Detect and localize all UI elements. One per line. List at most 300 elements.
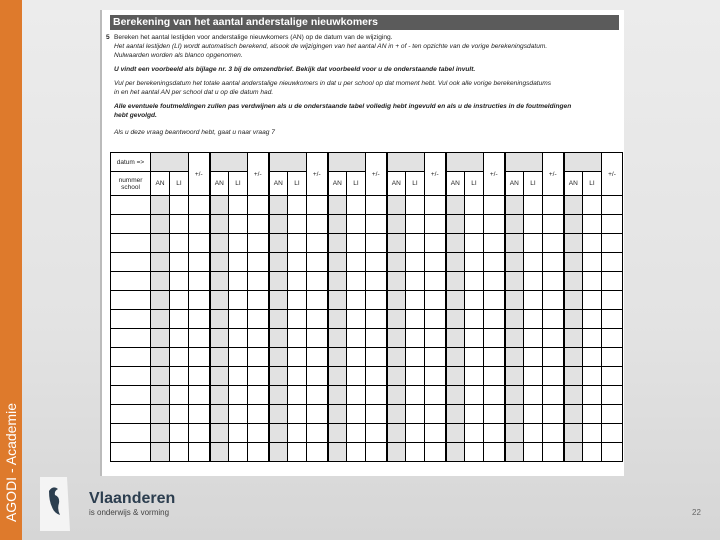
- diff-value: [425, 272, 446, 291]
- an-input[interactable]: [151, 386, 170, 405]
- an-input[interactable]: [269, 234, 288, 253]
- li-value: [465, 215, 484, 234]
- an-input[interactable]: [210, 443, 229, 462]
- li-value: [288, 215, 307, 234]
- diff-value: [248, 215, 269, 234]
- diff-value: [248, 196, 269, 215]
- an-header: AN: [564, 172, 583, 196]
- table-row: [111, 424, 623, 443]
- an-input[interactable]: [446, 272, 465, 291]
- li-value: [288, 367, 307, 386]
- li-value: [583, 424, 602, 443]
- li-value: [347, 329, 366, 348]
- li-value: [406, 253, 425, 272]
- an-input[interactable]: [446, 386, 465, 405]
- an-input[interactable]: [210, 367, 229, 386]
- an-input[interactable]: [151, 405, 170, 424]
- an-input[interactable]: [564, 443, 583, 462]
- diff-header: +/-: [307, 153, 328, 196]
- diff-value: [425, 196, 446, 215]
- school-number-input[interactable]: [111, 196, 151, 215]
- an-input[interactable]: [210, 329, 229, 348]
- li-value: [170, 329, 189, 348]
- an-input[interactable]: [387, 348, 406, 367]
- diff-value: [189, 386, 210, 405]
- diff-value: [484, 329, 505, 348]
- li-value: [229, 424, 248, 443]
- an-input[interactable]: [210, 291, 229, 310]
- an-input[interactable]: [387, 291, 406, 310]
- diff-value: [543, 386, 564, 405]
- diff-value: [307, 405, 328, 424]
- diff-value: [484, 386, 505, 405]
- an-input[interactable]: [328, 291, 347, 310]
- an-input[interactable]: [564, 310, 583, 329]
- li-header: LI: [583, 172, 602, 196]
- document-title: Berekening van het aantal anderstalige nieuwkomers: [110, 15, 619, 30]
- an-input[interactable]: [446, 405, 465, 424]
- an-header: AN: [328, 172, 347, 196]
- li-value: [170, 272, 189, 291]
- diff-value: [307, 272, 328, 291]
- li-value: [347, 386, 366, 405]
- an-input[interactable]: [505, 310, 524, 329]
- li-header: LI: [465, 172, 484, 196]
- an-input[interactable]: [151, 443, 170, 462]
- an-input[interactable]: [564, 215, 583, 234]
- diff-value: [307, 215, 328, 234]
- an-header: AN: [151, 172, 170, 196]
- an-input[interactable]: [328, 234, 347, 253]
- an-input[interactable]: [210, 386, 229, 405]
- li-value: [347, 310, 366, 329]
- diff-value: [425, 386, 446, 405]
- li-value: [347, 424, 366, 443]
- school-number-input[interactable]: [111, 310, 151, 329]
- diff-value: [307, 310, 328, 329]
- an-input[interactable]: [564, 386, 583, 405]
- school-number-input[interactable]: [111, 424, 151, 443]
- li-value: [465, 196, 484, 215]
- an-input[interactable]: [446, 310, 465, 329]
- li-value: [347, 367, 366, 386]
- diff-value: [366, 215, 387, 234]
- an-input[interactable]: [446, 215, 465, 234]
- diff-value: [602, 196, 623, 215]
- diff-value: [425, 367, 446, 386]
- an-input[interactable]: [210, 310, 229, 329]
- li-value: [170, 386, 189, 405]
- an-input[interactable]: [328, 386, 347, 405]
- an-input[interactable]: [387, 405, 406, 424]
- an-input[interactable]: [210, 196, 229, 215]
- an-input[interactable]: [505, 367, 524, 386]
- diff-value: [366, 196, 387, 215]
- diff-value: [307, 367, 328, 386]
- an-input[interactable]: [328, 253, 347, 272]
- school-number-input[interactable]: [111, 253, 151, 272]
- an-input[interactable]: [387, 234, 406, 253]
- li-value: [229, 215, 248, 234]
- table-row: [111, 272, 623, 291]
- an-input[interactable]: [210, 424, 229, 443]
- diff-value: [543, 405, 564, 424]
- an-input[interactable]: [269, 367, 288, 386]
- diff-value: [484, 215, 505, 234]
- an-input[interactable]: [151, 367, 170, 386]
- an-input[interactable]: [387, 196, 406, 215]
- li-value: [406, 215, 425, 234]
- newcomers-table: [110, 152, 623, 462]
- an-input[interactable]: [269, 291, 288, 310]
- an-input[interactable]: [446, 291, 465, 310]
- li-value: [583, 310, 602, 329]
- diff-value: [189, 253, 210, 272]
- an-input[interactable]: [505, 386, 524, 405]
- an-input[interactable]: [505, 272, 524, 291]
- li-value: [347, 215, 366, 234]
- an-input[interactable]: [505, 196, 524, 215]
- li-value: [583, 405, 602, 424]
- diff-value: [484, 310, 505, 329]
- diff-value: [602, 367, 623, 386]
- li-value: [170, 291, 189, 310]
- li-value: [170, 405, 189, 424]
- an-input[interactable]: [269, 386, 288, 405]
- li-value: [347, 348, 366, 367]
- diff-value: [366, 234, 387, 253]
- date-input[interactable]: [269, 153, 307, 172]
- li-value: [229, 234, 248, 253]
- li-value: [465, 234, 484, 253]
- li-value: [406, 443, 425, 462]
- diff-value: [366, 348, 387, 367]
- diff-value: [425, 329, 446, 348]
- diff-value: [248, 291, 269, 310]
- instruction-line: Bereken het aantal lestijden voor anderstalige nieuwkomers (AN) op de datum van de wijziging.: [114, 34, 393, 41]
- li-value: [583, 443, 602, 462]
- diff-header: +/-: [366, 153, 387, 196]
- diff-value: [307, 196, 328, 215]
- diff-value: [425, 424, 446, 443]
- document-page: [100, 10, 624, 476]
- school-number-input[interactable]: [111, 386, 151, 405]
- an-input[interactable]: [269, 405, 288, 424]
- diff-value: [484, 291, 505, 310]
- li-value: [406, 272, 425, 291]
- diff-value: [189, 310, 210, 329]
- an-input[interactable]: [505, 291, 524, 310]
- li-value: [465, 424, 484, 443]
- instruction-line: Nulwaarden worden als blanco opgenomen.: [114, 52, 243, 59]
- an-input[interactable]: [328, 329, 347, 348]
- date-input[interactable]: [210, 153, 248, 172]
- diff-value: [366, 443, 387, 462]
- diff-value: [602, 386, 623, 405]
- an-input[interactable]: [328, 367, 347, 386]
- an-input[interactable]: [210, 215, 229, 234]
- li-value: [465, 310, 484, 329]
- an-input[interactable]: [328, 310, 347, 329]
- li-value: [465, 272, 484, 291]
- li-value: [170, 234, 189, 253]
- school-number-input[interactable]: [111, 272, 151, 291]
- an-input[interactable]: [328, 196, 347, 215]
- li-value: [524, 253, 543, 272]
- an-input[interactable]: [564, 272, 583, 291]
- diff-value: [366, 424, 387, 443]
- an-input[interactable]: [269, 253, 288, 272]
- an-input[interactable]: [387, 310, 406, 329]
- school-number-input[interactable]: [111, 443, 151, 462]
- li-header: LI: [288, 172, 307, 196]
- li-value: [465, 291, 484, 310]
- an-input[interactable]: [328, 215, 347, 234]
- an-input[interactable]: [387, 272, 406, 291]
- li-header: LI: [406, 172, 425, 196]
- an-input[interactable]: [328, 443, 347, 462]
- an-input[interactable]: [505, 405, 524, 424]
- instruction-line: in en het aantal AN per school dat u op die datum had.: [114, 89, 274, 96]
- diff-value: [543, 443, 564, 462]
- li-value: [406, 367, 425, 386]
- li-value: [524, 291, 543, 310]
- li-value: [288, 253, 307, 272]
- diff-value: [307, 443, 328, 462]
- an-input[interactable]: [151, 291, 170, 310]
- an-input[interactable]: [564, 405, 583, 424]
- an-header: AN: [269, 172, 288, 196]
- an-input[interactable]: [151, 272, 170, 291]
- li-value: [229, 310, 248, 329]
- li-value: [465, 405, 484, 424]
- date-input[interactable]: [446, 153, 484, 172]
- school-number-input[interactable]: [111, 215, 151, 234]
- li-value: [465, 443, 484, 462]
- li-value: [406, 329, 425, 348]
- table-row: [111, 234, 623, 253]
- li-value: [524, 367, 543, 386]
- li-value: [347, 443, 366, 462]
- li-value: [406, 291, 425, 310]
- table-row: [111, 291, 623, 310]
- an-input[interactable]: [446, 348, 465, 367]
- an-input[interactable]: [446, 253, 465, 272]
- instruction-line: Het aantal lestijden (LI) wordt automatisch berekend, alsook de wijzigingen van het aantal AN in + of - ten opzichte van de vorige berekeningsdatum.: [114, 43, 548, 50]
- an-input[interactable]: [505, 443, 524, 462]
- diff-value: [248, 253, 269, 272]
- an-input[interactable]: [387, 215, 406, 234]
- diff-value: [484, 424, 505, 443]
- an-input[interactable]: [564, 329, 583, 348]
- an-input[interactable]: [387, 386, 406, 405]
- diff-value: [307, 348, 328, 367]
- date-label: datum =>: [111, 153, 151, 172]
- diff-value: [543, 424, 564, 443]
- an-input[interactable]: [564, 196, 583, 215]
- an-input[interactable]: [269, 196, 288, 215]
- table-row: [111, 386, 623, 405]
- an-input[interactable]: [269, 272, 288, 291]
- diff-value: [248, 310, 269, 329]
- diff-value: [307, 234, 328, 253]
- an-input[interactable]: [151, 215, 170, 234]
- an-input[interactable]: [387, 367, 406, 386]
- instruction-line: U vindt een voorbeeld als bijlage nr. 3 bij de omzendbrief. Bekijk dat voorbeeld voor u de onderstaande tabel invult.: [114, 66, 476, 73]
- date-input[interactable]: [387, 153, 425, 172]
- li-header: LI: [170, 172, 189, 196]
- an-input[interactable]: [564, 291, 583, 310]
- li-value: [347, 291, 366, 310]
- an-input[interactable]: [151, 424, 170, 443]
- diff-value: [543, 310, 564, 329]
- li-value: [583, 234, 602, 253]
- diff-value: [366, 405, 387, 424]
- an-input[interactable]: [210, 348, 229, 367]
- li-value: [170, 443, 189, 462]
- date-input[interactable]: [151, 153, 189, 172]
- an-input[interactable]: [387, 329, 406, 348]
- school-number-input[interactable]: [111, 329, 151, 348]
- li-header: LI: [524, 172, 543, 196]
- li-value: [524, 329, 543, 348]
- an-input[interactable]: [151, 310, 170, 329]
- school-number-input[interactable]: [111, 291, 151, 310]
- school-number-input[interactable]: [111, 234, 151, 253]
- an-input[interactable]: [564, 367, 583, 386]
- an-input[interactable]: [446, 196, 465, 215]
- an-input[interactable]: [328, 272, 347, 291]
- an-input[interactable]: [269, 215, 288, 234]
- an-input[interactable]: [210, 253, 229, 272]
- brand-name: Vlaanderen: [89, 490, 176, 507]
- li-value: [347, 272, 366, 291]
- diff-header: +/-: [602, 153, 623, 196]
- an-input[interactable]: [505, 424, 524, 443]
- diff-header: +/-: [425, 153, 446, 196]
- table-row: [111, 329, 623, 348]
- date-input[interactable]: [328, 153, 366, 172]
- li-value: [347, 253, 366, 272]
- table-row: [111, 348, 623, 367]
- li-value: [524, 386, 543, 405]
- an-input[interactable]: [210, 405, 229, 424]
- an-input[interactable]: [210, 234, 229, 253]
- diff-value: [307, 291, 328, 310]
- an-input[interactable]: [505, 253, 524, 272]
- date-input[interactable]: [505, 153, 543, 172]
- an-input[interactable]: [269, 348, 288, 367]
- diff-header: +/-: [484, 153, 505, 196]
- li-header: LI: [347, 172, 366, 196]
- an-input[interactable]: [564, 234, 583, 253]
- an-input[interactable]: [446, 367, 465, 386]
- diff-value: [307, 386, 328, 405]
- an-input[interactable]: [387, 424, 406, 443]
- li-value: [465, 367, 484, 386]
- an-input[interactable]: [151, 329, 170, 348]
- li-value: [170, 367, 189, 386]
- an-input[interactable]: [446, 424, 465, 443]
- an-input[interactable]: [151, 196, 170, 215]
- an-input[interactable]: [269, 329, 288, 348]
- an-input[interactable]: [210, 272, 229, 291]
- diff-value: [366, 310, 387, 329]
- li-value: [288, 405, 307, 424]
- diff-value: [248, 234, 269, 253]
- an-input[interactable]: [564, 424, 583, 443]
- diff-value: [602, 291, 623, 310]
- diff-value: [189, 367, 210, 386]
- date-input[interactable]: [564, 153, 602, 172]
- an-input[interactable]: [505, 348, 524, 367]
- li-value: [170, 215, 189, 234]
- an-input[interactable]: [387, 443, 406, 462]
- diff-value: [543, 234, 564, 253]
- diff-value: [602, 424, 623, 443]
- an-input[interactable]: [151, 253, 170, 272]
- page-number: 22: [692, 508, 701, 517]
- an-input[interactable]: [564, 253, 583, 272]
- an-input[interactable]: [446, 234, 465, 253]
- diff-value: [484, 272, 505, 291]
- li-value: [229, 291, 248, 310]
- an-input[interactable]: [269, 424, 288, 443]
- school-number-input[interactable]: [111, 405, 151, 424]
- an-input[interactable]: [564, 348, 583, 367]
- school-number-input[interactable]: [111, 367, 151, 386]
- an-input[interactable]: [446, 443, 465, 462]
- diff-value: [484, 405, 505, 424]
- an-input[interactable]: [151, 234, 170, 253]
- an-input[interactable]: [505, 234, 524, 253]
- table-row: [111, 367, 623, 386]
- an-input[interactable]: [387, 253, 406, 272]
- an-input[interactable]: [328, 348, 347, 367]
- li-value: [406, 348, 425, 367]
- school-number-input[interactable]: [111, 348, 151, 367]
- an-input[interactable]: [269, 443, 288, 462]
- li-value: [524, 424, 543, 443]
- an-header: AN: [446, 172, 465, 196]
- an-input[interactable]: [446, 329, 465, 348]
- diff-value: [366, 329, 387, 348]
- an-input[interactable]: [328, 405, 347, 424]
- vlaanderen-lion-logo: [40, 477, 70, 531]
- an-input[interactable]: [505, 215, 524, 234]
- li-value: [524, 310, 543, 329]
- an-input[interactable]: [328, 424, 347, 443]
- li-value: [583, 348, 602, 367]
- li-value: [524, 443, 543, 462]
- diff-value: [602, 329, 623, 348]
- table-row: [111, 310, 623, 329]
- diff-value: [189, 348, 210, 367]
- an-input[interactable]: [269, 310, 288, 329]
- diff-value: [248, 443, 269, 462]
- an-input[interactable]: [151, 348, 170, 367]
- an-input[interactable]: [505, 329, 524, 348]
- table-row: [111, 215, 623, 234]
- diff-value: [425, 291, 446, 310]
- li-value: [583, 386, 602, 405]
- li-value: [465, 329, 484, 348]
- diff-header: +/-: [189, 153, 210, 196]
- li-value: [406, 234, 425, 253]
- diff-value: [543, 253, 564, 272]
- diff-value: [602, 215, 623, 234]
- diff-value: [307, 253, 328, 272]
